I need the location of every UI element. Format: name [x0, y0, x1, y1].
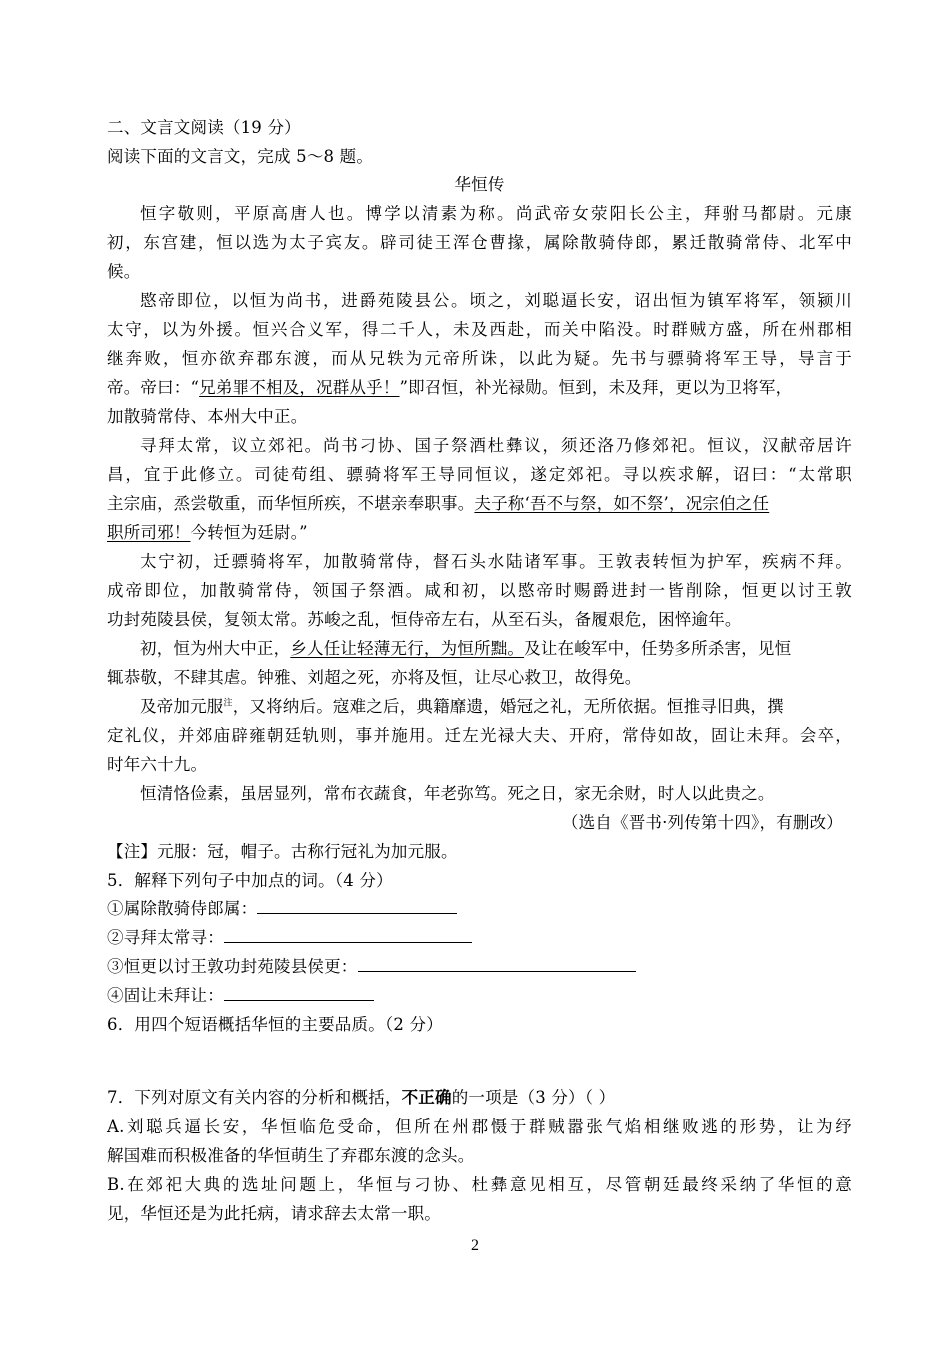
- option-a-line: 解国难而积极准备的华恒萌生了弃郡东渡的念头。: [107, 1146, 475, 1165]
- question-5-item: ②寻拜太常寻：: [107, 923, 852, 952]
- answer-blank[interactable]: [224, 984, 374, 1001]
- underlined-sentence: 兄弟罪不相及，况群从乎！: [199, 378, 400, 397]
- answer-blank[interactable]: [358, 955, 636, 972]
- answer-area[interactable]: [107, 1040, 852, 1080]
- passage-line: 候。: [107, 262, 141, 281]
- option-b-line: 见，华恒还是为此托病，请求辞去太常一职。: [107, 1204, 441, 1223]
- passage-line: 辄恭敬，不肆其虐。钟雅、刘超之死，亦将及恒，让尽心救卫，故得免。: [107, 668, 642, 687]
- passage-line: 加散骑常侍、本州大中正。: [107, 407, 308, 426]
- option-b-line: B.在郊祀大典的选址问题上，华恒与刁协、杜彝意见相互，尽管朝廷最终采纳了华恒的意: [107, 1175, 852, 1194]
- passage-line: 帝。帝曰：“兄弟罪不相及，况群从乎！”即召恒，补光禄勋。恒到，未及拜，更以为卫将军，: [107, 378, 793, 397]
- underlined-sentence: 职所司邪！: [107, 523, 191, 542]
- underlined-sentence: 乡人任让轻薄无行，为恒所黜。: [290, 639, 525, 658]
- passage-line: 初，恒为州大中正，乡人任让轻薄无行，为恒所黜。及让在峻军中，任势多所杀害，见恒: [140, 639, 792, 658]
- footnote-marker: 注: [223, 698, 233, 709]
- passage-line: 初，东宫建，恒以选为太子宾友。辟司徒王浑仓曹掾，属除散骑侍郎，累迁散骑常侍、北军中: [107, 233, 852, 252]
- passage-line: 主宗庙，烝尝敬重，而华恒所疾，不堪亲奉职事。夫子称‘吾不与祭，如不祭’，况宗伯之任: [107, 494, 770, 513]
- question-6-stem: 6．用四个短语概括华恒的主要品质。（2 分）: [107, 1015, 443, 1034]
- passage-line: 昌，宜于此修立。司徒荀组、骠骑将军王导同恒议，遂定郊祀。寻以疾求解，诏曰：“太常职: [107, 465, 852, 484]
- footnote: 【注】元服：冠，帽子。古称行冠礼为加元服。: [107, 842, 458, 861]
- passage-line: 恒字敬则，平原高唐人也。博学以清素为称。尚武帝女荥阳长公主，拜驸马都尉。元康: [140, 204, 852, 223]
- passage-line: 继奔败，恒亦欲弃郡东渡，而从兄轶为元帝所诛，以此为疑。先书与骠骑将军王导，导言于: [107, 349, 852, 368]
- passage-line: 成帝即位，加散骑常侍，领国子祭酒。咸和初，以愍帝时赐爵进封一皆削除，恒更以讨王敦: [107, 581, 852, 600]
- passage-line: 寻拜太常，议立郊祀。尚书刁协、国子祭酒杜彝议，须还洛乃修郊祀。恒议，汉献帝居许: [140, 436, 852, 455]
- answer-blank[interactable]: [257, 897, 457, 914]
- source-citation: （选自《晋书·列传第十四》，有删改）: [561, 813, 843, 832]
- answer-blank[interactable]: [224, 926, 472, 943]
- passage-line: 时年六十九。: [107, 755, 208, 774]
- passage-line: 及帝加元服$^注$，又将纳后。寇难之后，典籍靡遗，婚冠之礼，无所依据。恒推寻旧典，撰: [140, 697, 784, 716]
- passage-line: 太守，以为外援。恒兴合义军，得二千人，未及西赴，而关中陷没。时群贼方盛，所在州郡相: [107, 320, 852, 339]
- passage-line: 太宁初，迁骠骑将军，加散骑常侍，督石头水陆诸军事。王敦表转恒为护军，疾病不拜。: [140, 552, 852, 571]
- question-5-item: ④固让未拜让：: [107, 981, 852, 1010]
- passage-line: 恒清恪俭素，虽居显列，常布衣蔬食，年老弥笃。死之日，家无余财，时人以此贵之。: [140, 784, 775, 803]
- passage-title: 华恒传: [454, 175, 505, 194]
- passage-line: 定礼仪，并郊庙辟雍朝廷轨则，事并施用。迁左光禄大夫、开府，常侍如故，固让未拜。会卒，: [107, 726, 852, 745]
- passage-line: 职所司邪！今转恒为廷尉。”: [107, 523, 308, 542]
- instruction: 阅读下面的文言文，完成 5～8 题。: [107, 147, 374, 166]
- question-7-stem: 7．下列对原文有关内容的分析和概括，不正确的一项是（3 分）（ ）: [107, 1088, 616, 1107]
- passage-line: 愍帝即位，以恒为尚书，进爵苑陵县公。顷之，刘聪逼长安，诏出恒为镇军将军，领颍川: [140, 291, 852, 310]
- question-5-item: ③恒更以讨王敦功封苑陵县侯更：: [107, 952, 852, 981]
- passage-line: 功封苑陵县侯，复领太常。苏峻之乱，恒侍帝左右，从至石头，备履艰危，困悴逾年。: [107, 610, 742, 629]
- page-number: 2: [471, 1237, 479, 1254]
- question-5-item: ①属除散骑侍郎属：: [107, 894, 852, 923]
- emphasis-not-correct: 不正确: [401, 1088, 452, 1107]
- underlined-sentence: 夫子称‘吾不与祭，如不祭’，况宗伯之任: [474, 494, 770, 513]
- section-heading: 二、文言文阅读（19 分）: [107, 118, 301, 137]
- question-5-stem: 5．解释下列句子中加点的词。（4 分）: [107, 871, 393, 890]
- option-a-line: A.刘聪兵逼长安，华恒临危受命，但所在州郡慑于群贼嚣张气焰相继败逃的形势，让为纾: [107, 1117, 852, 1136]
